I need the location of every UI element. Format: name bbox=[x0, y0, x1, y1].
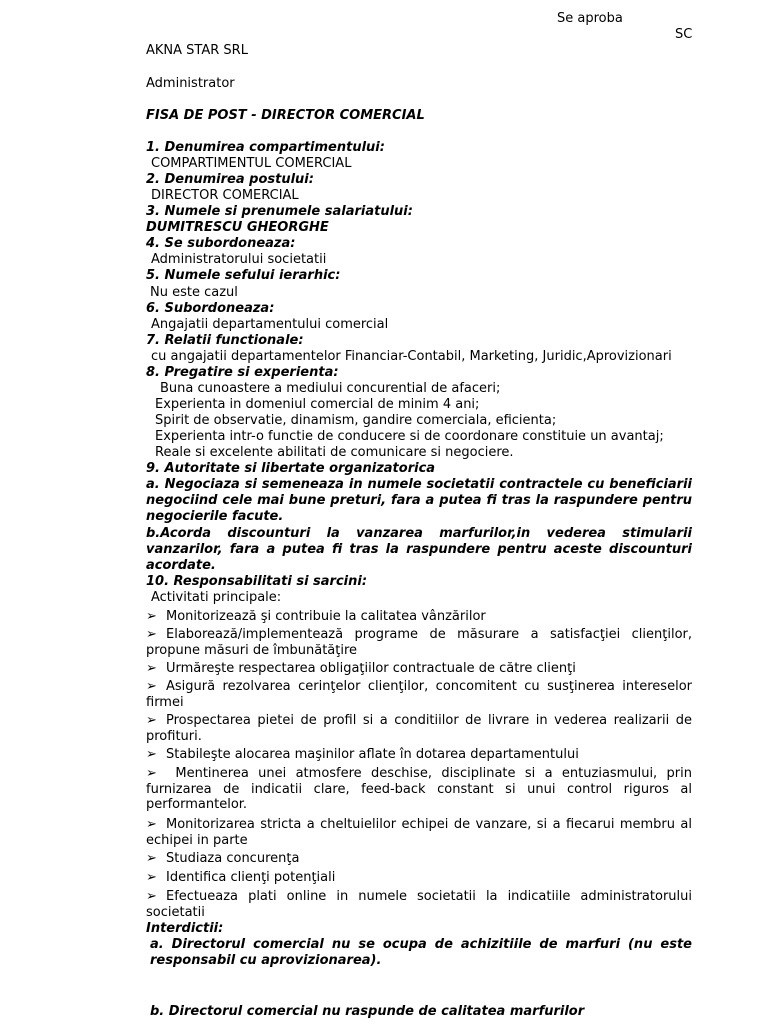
arrow-bullet-icon: ➢ bbox=[146, 851, 157, 866]
list-item: ➢ Identifica clienţi potenţiali bbox=[146, 870, 336, 885]
approval-label: Se aproba bbox=[557, 11, 623, 26]
section-3-value: DUMITRESCU GHEORGHE bbox=[146, 220, 329, 235]
list-item: ➢ Mentinerea unei atmosfere deschise, disciplinate si a entuziasmului, prin furnizarea de indicatii clare, feed-back constant si unui control riguros al performantelor. bbox=[146, 766, 692, 812]
section-6-value: Angajatii departamentului comercial bbox=[151, 317, 389, 332]
section-2-value: DIRECTOR COMERCIAL bbox=[151, 188, 299, 203]
section-1-value: COMPARTIMENTUL COMERCIAL bbox=[151, 156, 352, 171]
section-9-label: 9. Autoritate si libertate organizatorica bbox=[146, 461, 436, 476]
interdictii-paragraph-a: a. Directorul comercial nu se ocupa de achizitiile de marfuri (nu este responsabil cu aprovizionarea). bbox=[150, 937, 692, 968]
arrow-bullet-icon: ➢ bbox=[146, 747, 157, 762]
list-item: ➢ Monitorizarea stricta a cheltuielilor echipei de vanzare, si a fiecarui membru al echipei in parte bbox=[146, 817, 692, 848]
list-item: ➢ Urmăreşte respectarea obligaţiilor contractuale de către clienţi bbox=[146, 661, 576, 676]
arrow-bullet-icon: ➢ bbox=[146, 713, 157, 728]
arrow-bullet-icon: ➢ bbox=[146, 870, 157, 885]
list-item: Experienta in domeniul comercial de minim 4 ani; bbox=[155, 397, 480, 412]
arrow-bullet-icon: ➢ bbox=[146, 766, 157, 781]
arrow-bullet-icon: ➢ bbox=[146, 609, 157, 624]
list-item: ➢ Monitorizează şi contribuie la calitatea vânzărilor bbox=[146, 609, 486, 624]
arrow-bullet-icon: ➢ bbox=[146, 817, 157, 832]
list-item: ➢ Asigură rezolvarea cerinţelor clienţilor, concomitent cu susţinerea intereselor firmei bbox=[146, 679, 692, 710]
section-1-label: 1. Denumirea compartimentului: bbox=[146, 140, 385, 155]
interdictii-paragraph-b: b. Directorul comercial nu raspunde de calitatea marfurilor bbox=[150, 1004, 585, 1019]
document-title: FISA DE POST - DIRECTOR COMERCIAL bbox=[146, 108, 425, 123]
administrator-label: Administrator bbox=[146, 76, 235, 91]
section-8-label: 8. Pregatire si experienta: bbox=[146, 365, 339, 380]
list-item: ➢ Prospectarea pietei de profil si a conditiilor de livrare in vederea realizarii de profituri. bbox=[146, 713, 692, 744]
section-5-label: 5. Numele sefului ierarhic: bbox=[146, 268, 341, 283]
interdictii-label: Interdictii: bbox=[146, 921, 224, 936]
section-7-value: cu angajatii departamentelor Financiar-Contabil, Marketing, Juridic,Aprovizionari bbox=[151, 349, 672, 364]
arrow-bullet-icon: ➢ bbox=[146, 661, 157, 676]
list-item: ➢ Stabileşte alocarea maşinilor aflate în dotarea departamentului bbox=[146, 747, 579, 762]
list-item: ➢ Studiaza concurenţa bbox=[146, 851, 300, 866]
section-4-label: 4. Se subordoneaza: bbox=[146, 236, 296, 251]
section-9-paragraph-a: a. Negociaza si semeneaza in numele societatii contractele cu beneficiarii negociind cele mai bune preturi, fara a putea fi tras la raspundere pentru negocierile facute. bbox=[146, 477, 692, 524]
list-item: ➢ Efectueaza plati online in numele societatii la indicatiile administratorului societatii bbox=[146, 889, 692, 920]
list-item: ➢ Elaborează/implementează programe de măsurare a satisfacţiei clienţilor, propune măsuri de îmbunătăţire bbox=[146, 627, 692, 658]
section-9-paragraph-b: b.Acorda discounturi la vanzarea marfurilor,in vederea stimularii vanzarilor, fara a putea fi tras la raspundere pentru aceste discounturi acordate. bbox=[146, 526, 692, 573]
section-10-label: 10. Responsabilitati si sarcini: bbox=[146, 574, 368, 589]
section-3-label: 3. Numele si prenumele salariatului: bbox=[146, 204, 413, 219]
list-item: Spirit de observatie, dinamism, gandire comerciala, eficienta; bbox=[155, 413, 557, 428]
list-item: Reale si excelente abilitati de comunicare si negociere. bbox=[155, 445, 514, 460]
company-name: AKNA STAR SRL bbox=[146, 43, 248, 58]
section-2-label: 2. Denumirea postului: bbox=[146, 172, 314, 187]
section-5-value: Nu este cazul bbox=[150, 285, 238, 300]
sc-label: SC bbox=[675, 27, 693, 42]
list-item: Buna cunoastere a mediului concurential de afaceri; bbox=[160, 381, 501, 396]
arrow-bullet-icon: ➢ bbox=[146, 679, 157, 694]
section-4-value: Administratorului societatii bbox=[151, 252, 327, 267]
section-10-intro: Activitati principale: bbox=[151, 590, 282, 605]
arrow-bullet-icon: ➢ bbox=[146, 889, 157, 904]
list-item: Experienta intr-o functie de conducere si de coordonare constituie un avantaj; bbox=[155, 429, 664, 444]
section-7-label: 7. Relatii functionale: bbox=[146, 333, 304, 348]
section-6-label: 6. Subordoneaza: bbox=[146, 301, 275, 316]
arrow-bullet-icon: ➢ bbox=[146, 627, 157, 642]
